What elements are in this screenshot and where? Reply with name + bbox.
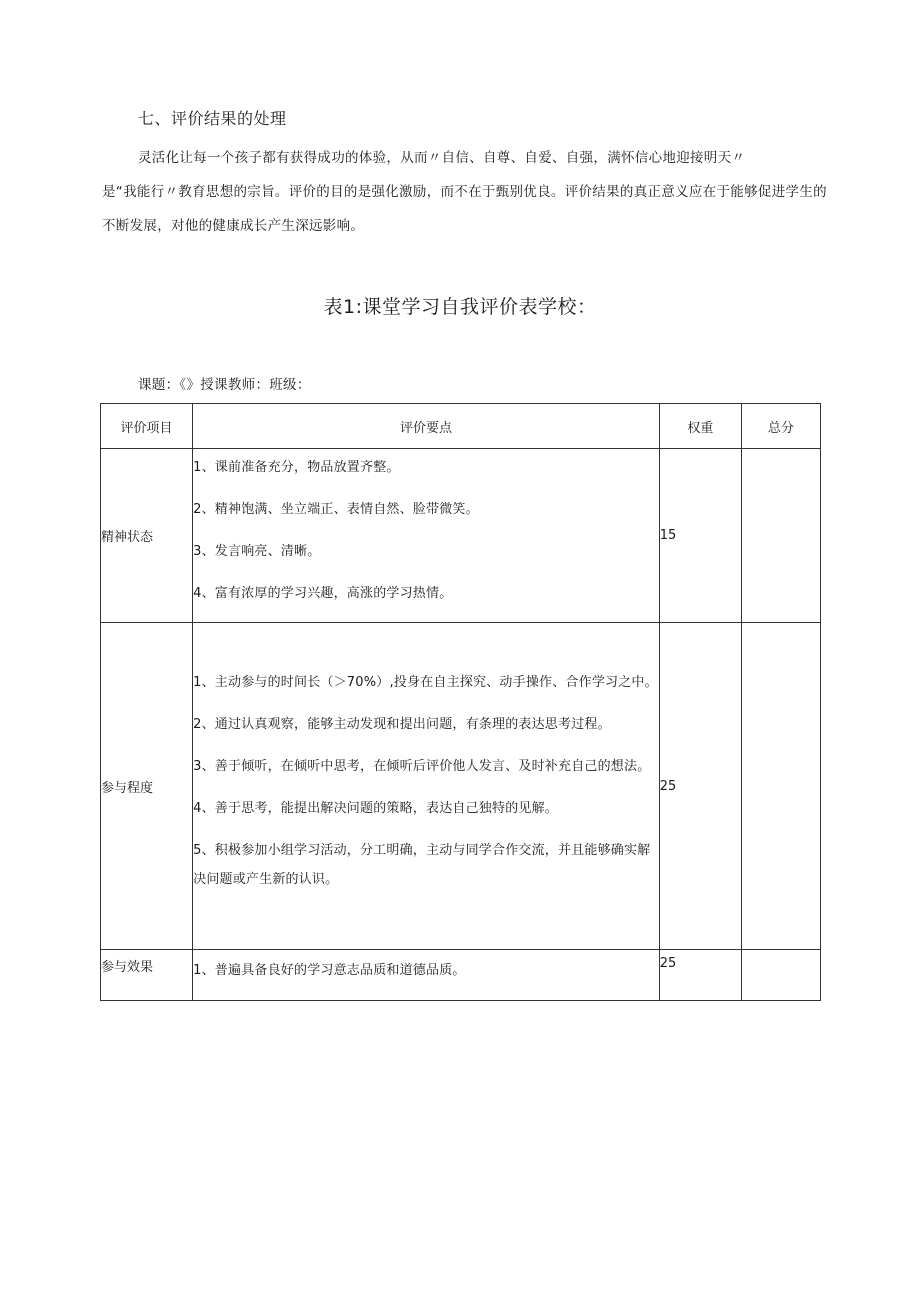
table-row — [101, 623, 821, 950]
meta-line: 课题：《》授课教师：班级： — [138, 377, 311, 393]
row-total — [741, 449, 820, 623]
point-item: 2、通过认真观察，能够主动发现和提出问题，有条理的表达思考过程。 — [193, 717, 611, 732]
point-item: 3、发言响亮、清晰。 — [193, 544, 321, 559]
row-category: 精神状态 — [101, 449, 193, 623]
section-paragraph — [102, 141, 828, 243]
header-total: 总分 — [741, 404, 820, 449]
table-title: 表1:课堂学习自我评价表学校： — [323, 296, 597, 318]
point-item: 4、富有浓厚的学习兴趣，高涨的学习热情。 — [193, 586, 453, 601]
row-weight: 25 — [659, 623, 741, 950]
row-category: 参与效果 — [101, 950, 193, 1001]
point-item: 1、课前准备充分，物品放置齐整。 — [193, 460, 400, 475]
header-points: 评价要点 — [193, 404, 660, 449]
paragraph-continuation: 是“我能行〃教育思想的宗旨。评价的目的是强化激励，而不在于甄别优良。评价结果的真正意义应在于能够促进学生的不断发展，对他的健康成长产生深远影响。 — [102, 184, 827, 234]
point-item: 5、积极参加小组学习活动，分工明确，主动与同学合作交流，并且能够确实解决问题或产生新的认识。 — [193, 843, 651, 887]
header-weight: 权重 — [659, 404, 741, 449]
row-points — [193, 623, 660, 950]
evaluation-table — [100, 403, 821, 1001]
row-category: 参与程度 — [101, 623, 193, 950]
header-category: 评价项目 — [101, 404, 193, 449]
row-weight: 15 — [659, 449, 741, 623]
row-weight: 25 — [659, 950, 741, 1001]
point-item: 1、普遍具备良好的学习意志品质和道德品质。 — [193, 962, 466, 978]
paragraph-first-line: 灵活化让每一个孩子都有获得成功的体验，从而〃自信、自尊、自爱、自强，满怀信心地迎接明天〃 — [138, 150, 746, 166]
row-total — [741, 950, 820, 1001]
point-item: 4、善于思考，能提出解决问题的策略，表达自己独特的见解。 — [193, 801, 558, 816]
point-item: 2、精神饱满、坐立端正、表情自然、脸带微笑。 — [193, 502, 479, 517]
row-points — [193, 449, 660, 623]
row-points — [193, 950, 660, 1001]
table-row — [101, 950, 821, 1001]
table-header-row — [101, 404, 821, 449]
section-heading: 七、评价结果的处理 — [138, 109, 287, 128]
point-item: 1、主动参与的时间长（＞70%）,投身在自主探究、动手操作、合作学习之中。 — [193, 675, 658, 690]
table-row — [101, 449, 821, 623]
row-total — [741, 623, 820, 950]
point-item: 3、善于倾听，在倾听中思考，在倾听后评价他人发言、及时补充自己的想法。 — [193, 759, 651, 774]
